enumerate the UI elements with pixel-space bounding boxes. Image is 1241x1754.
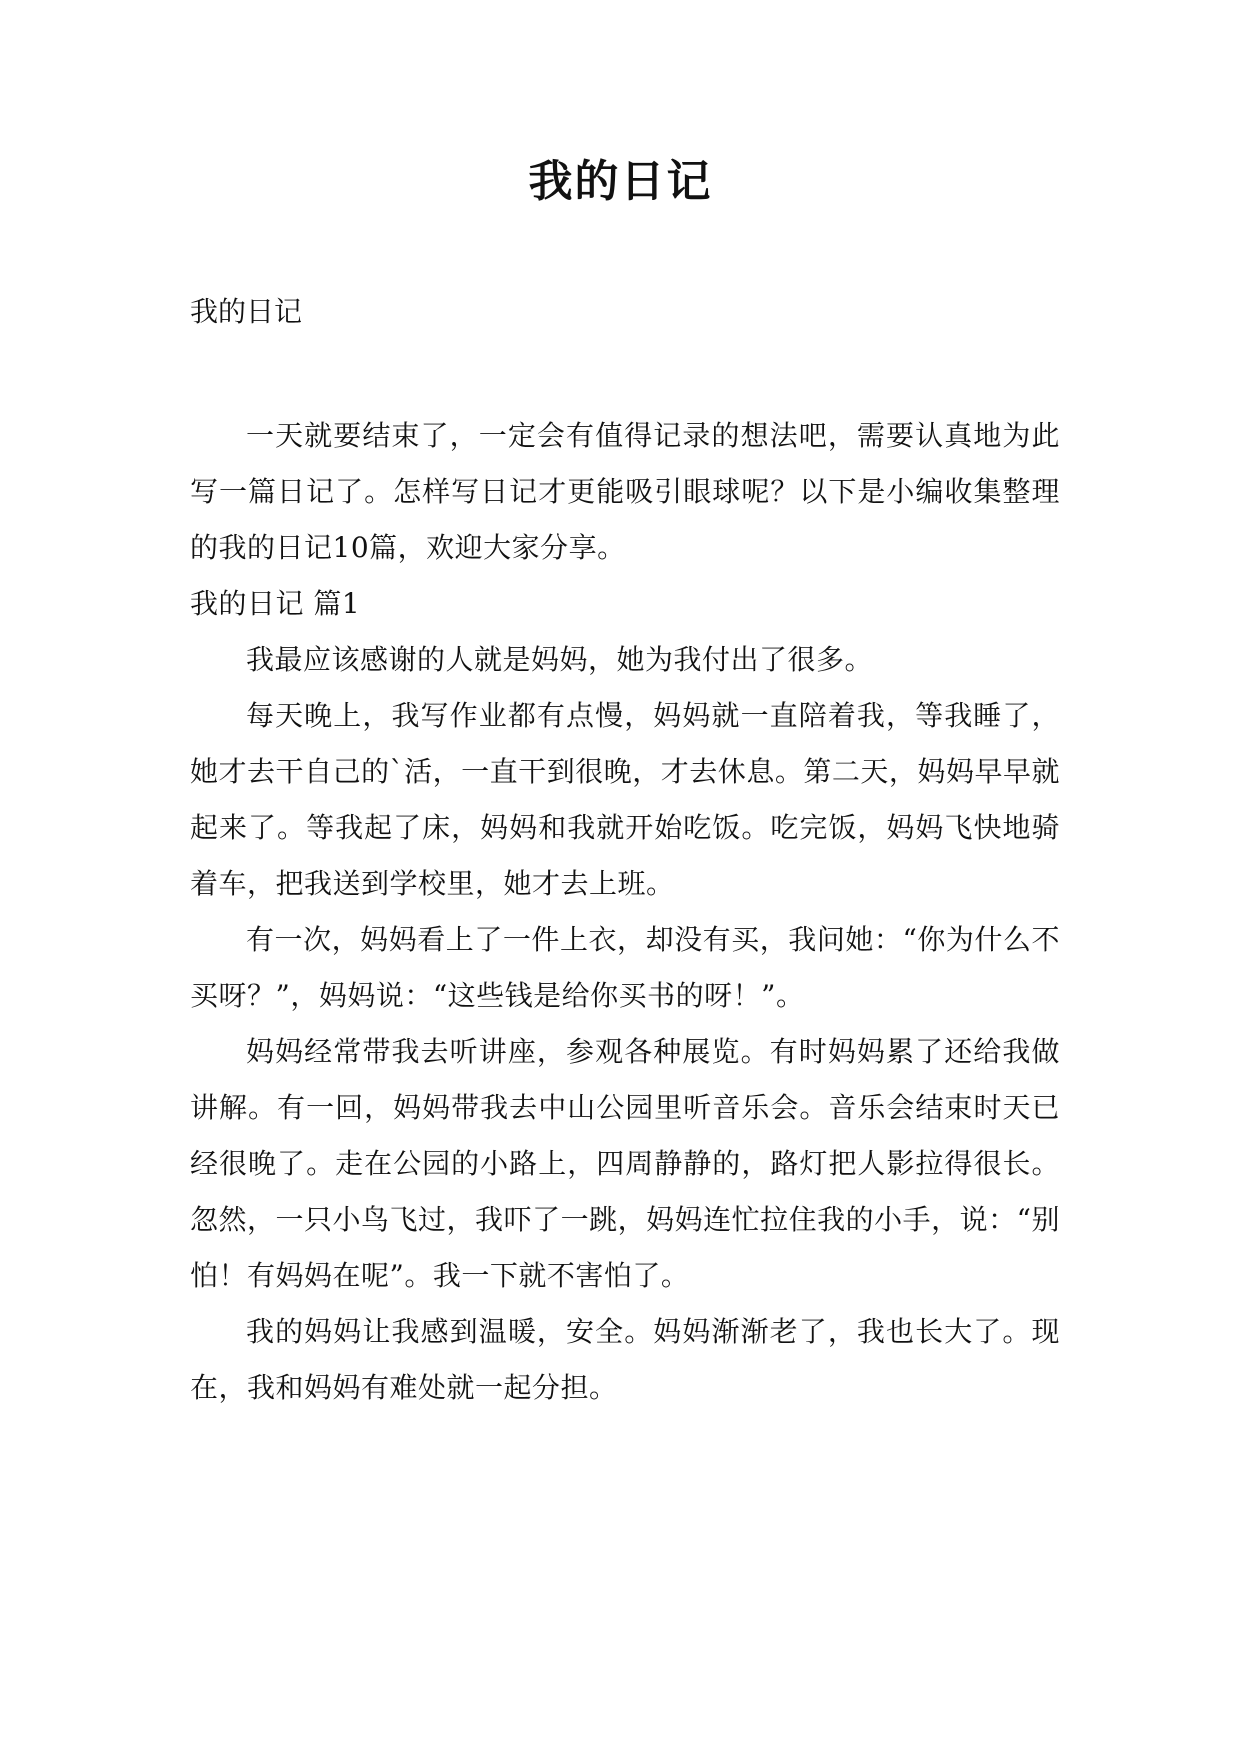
document-title: 我的日记: [528, 156, 713, 207]
document-body: [190, 408, 1060, 1416]
body-paragraph: 有一次，妈妈看上了一件上衣，却没有买，我问她：“你为什么不买呀？”，妈妈说：“这些钱是给你买书的呀！”。: [190, 923, 1060, 1012]
body-paragraph: 我最应该感谢的人就是妈妈，她为我付出了很多。: [246, 643, 874, 676]
body-paragraph: 每天晚上，我写作业都有点慢，妈妈就一直陪着我，等我睡了，她才去干自己的`活，一直干到很晚，才去休息。第二天，妈妈早早就起来了。等我起了床，妈妈和我就开始吃饭。吃完饭，妈妈飞快地骑着车，把我送到学校里，她才去上班。: [190, 699, 1060, 900]
body-paragraph: 妈妈经常带我去听讲座，参观各种展览。有时妈妈累了还给我做讲解。有一回，妈妈带我去中山公园里听音乐会。音乐会结束时天已经很晚了。走在公园的小路上，四周静静的，路灯把人影拉得很长。忽然，一只小鸟飞过，我吓了一跳，妈妈连忙拉住我的小手，说：“别怕！有妈妈在呢”。我一下就不害怕了。: [190, 1035, 1060, 1292]
body-paragraph: 我的妈妈让我感到温暖，安全。妈妈渐渐老了，我也长大了。现在，我和妈妈有难处就一起分担。: [190, 1315, 1060, 1404]
intro-paragraph: 一天就要结束了，一定会有值得记录的想法吧，需要认真地为此写一篇日记了。怎样写日记才更能吸引眼球呢？以下是小编收集整理的我的日记10篇，欢迎大家分享。: [190, 419, 1060, 564]
document-subtitle: 我的日记: [190, 295, 303, 328]
section-heading: 我的日记 篇1: [190, 587, 361, 620]
